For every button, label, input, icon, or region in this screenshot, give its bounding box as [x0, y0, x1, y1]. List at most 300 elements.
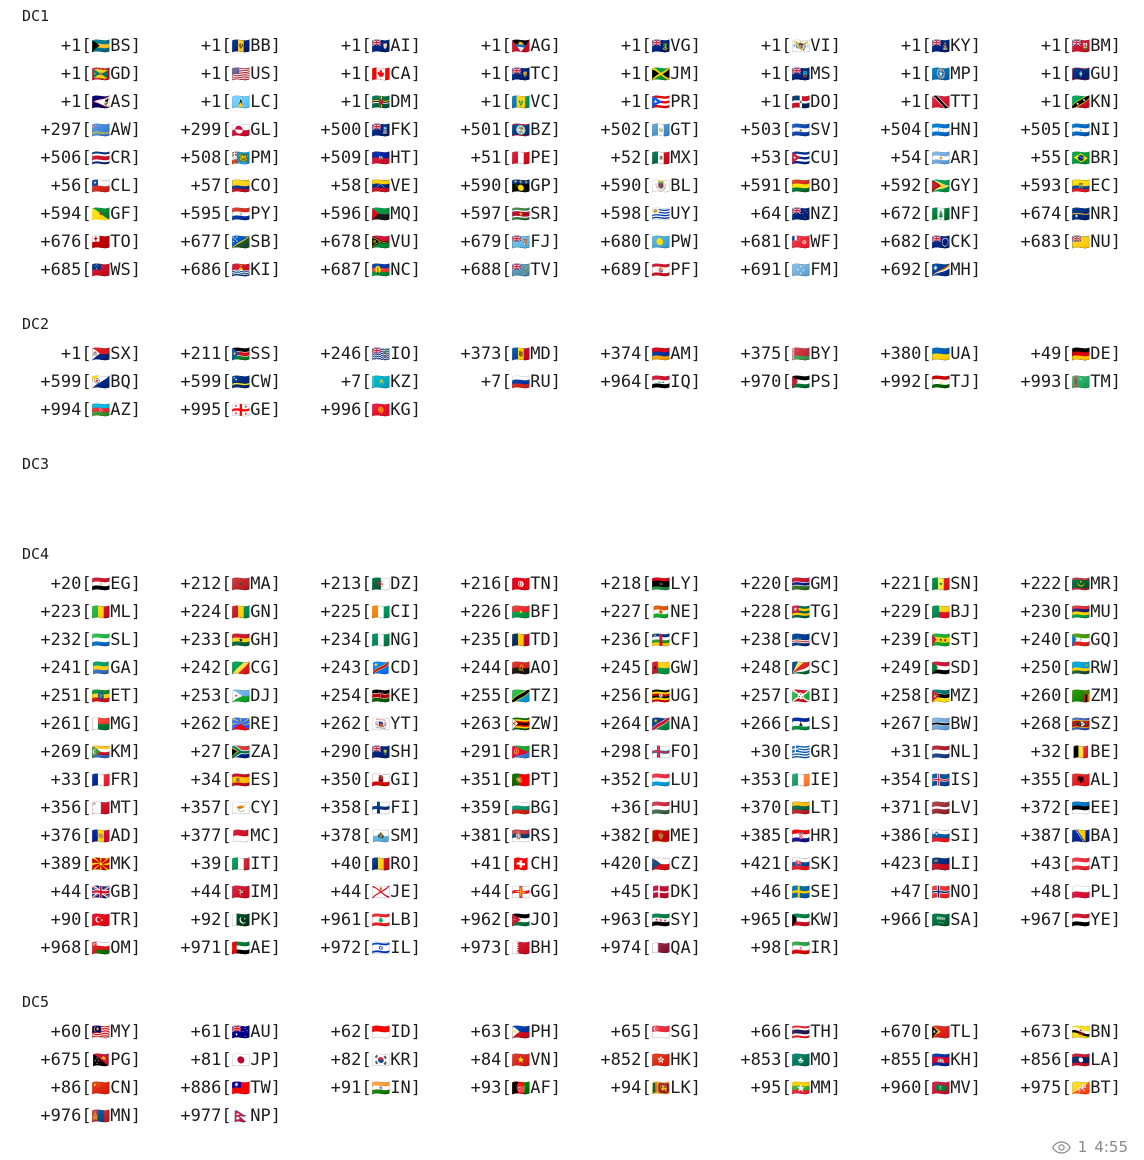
country-iso-code: DK — [670, 882, 691, 902]
country-entry[interactable]: +350[🇬🇮GI] — [320, 770, 421, 790]
country-entry[interactable]: +256[🇺🇬UG] — [600, 686, 701, 706]
country-entry[interactable]: +681[🇼🇫WF] — [740, 232, 841, 252]
country-entry[interactable]: +239[🇸🇹ST] — [880, 630, 981, 650]
dial-code: +385 — [740, 826, 782, 846]
country-entry[interactable]: +299[🇬🇱GL] — [180, 120, 281, 140]
country-entry[interactable]: +61[🇦🇺AU] — [190, 1022, 281, 1042]
dial-code: +960 — [880, 1078, 922, 1098]
country-entry[interactable]: +229[🇧🇯BJ] — [880, 602, 981, 622]
country-entry[interactable]: +63[🇵🇭PH] — [470, 1022, 561, 1042]
dial-code: +233 — [180, 630, 222, 650]
country-entry[interactable]: +1[🇧🇲BM] — [1040, 36, 1121, 56]
country-entry[interactable]: +351[🇵🇹PT] — [460, 770, 561, 790]
country-entry[interactable]: +387[🇧🇦BA] — [1020, 826, 1121, 846]
country-entry[interactable]: +1[🇱🇨LC] — [200, 92, 281, 112]
dial-code: +590 — [460, 176, 502, 196]
country-entry[interactable]: +370[🇱🇹LT] — [740, 798, 841, 818]
country-iso-code: PF — [670, 260, 691, 280]
country-entry[interactable]: +62[🇮🇩ID] — [330, 1022, 421, 1042]
country-entry[interactable]: +376[🇦🇩AD] — [40, 826, 141, 846]
country-entry[interactable]: +679[🇫🇯FJ] — [460, 232, 561, 252]
country-iso-code: EC — [1090, 176, 1111, 196]
country-entry[interactable]: +961[🇱🇧LB] — [320, 910, 421, 930]
country-entry[interactable]: +1[🇧🇧BB] — [200, 36, 281, 56]
country-entry[interactable]: +48[🇵🇱PL] — [1030, 882, 1121, 902]
country-entry[interactable]: +1[🇹🇹TT] — [900, 92, 981, 112]
country-entry[interactable]: +244[🇦🇴AO] — [460, 658, 561, 678]
country-entry[interactable]: +255[🇹🇿TZ] — [460, 686, 561, 706]
country-entry[interactable]: +84[🇻🇳VN] — [470, 1050, 561, 1070]
country-iso-code: AZ — [110, 400, 131, 420]
country-iso-code: KE — [390, 686, 411, 706]
country-entry[interactable]: +688[🇹🇻TV] — [460, 260, 561, 280]
country-entry[interactable]: +686[🇰🇮KI] — [180, 260, 281, 280]
dial-code: +226 — [460, 602, 502, 622]
country-entry[interactable]: +420[🇨🇿CZ] — [600, 854, 701, 874]
country-entry[interactable]: +213[🇩🇿DZ] — [320, 574, 421, 594]
dial-code: +1 — [760, 36, 782, 56]
country-entry[interactable]: +973[🇧🇭BH] — [460, 938, 561, 958]
country-entry[interactable]: +685[🇼🇸WS] — [40, 260, 141, 280]
country-entry[interactable]: +852[🇭🇰HK] — [600, 1050, 701, 1070]
country-entry[interactable]: +1[🇦🇸AS] — [60, 92, 141, 112]
country-entry[interactable]: +212[🇲🇦MA] — [180, 574, 281, 594]
country-iso-code: SN — [950, 574, 971, 594]
country-entry[interactable]: +32[🇧🇪BE] — [1030, 742, 1121, 762]
country-entry[interactable]: +82[🇰🇷KR] — [330, 1050, 421, 1070]
country-entry[interactable]: +593[🇪🇨EC] — [1020, 176, 1121, 196]
country-entry[interactable]: +222[🇲🇷MR] — [1020, 574, 1121, 594]
dial-code: +504 — [880, 120, 922, 140]
country-entry[interactable]: +27[🇿🇦ZA] — [190, 742, 281, 762]
country-entry[interactable]: +964[🇮🇶IQ] — [600, 372, 701, 392]
country-entry[interactable]: +216[🇹🇳TN] — [460, 574, 561, 594]
country-entry[interactable]: +502[🇬🇹GT] — [600, 120, 701, 140]
country-entry[interactable]: +1[🇦🇮AI] — [340, 36, 421, 56]
country-entry[interactable]: +258[🇲🇿MZ] — [880, 686, 981, 706]
country-entry[interactable]: +218[🇱🇾LY] — [600, 574, 701, 594]
country-entry[interactable]: +245[🇬🇼GW] — [600, 658, 701, 678]
country-flag-icon: 🇮🇸 — [931, 771, 951, 789]
country-entry[interactable]: +298[🇫🇴FO] — [600, 742, 701, 762]
country-entry[interactable]: +1[🇯🇲JM] — [620, 64, 701, 84]
dial-code: +266 — [740, 714, 782, 734]
country-entry[interactable]: +1[🇨🇦CA] — [340, 64, 421, 84]
country-flag-icon: 🇲🇾 — [91, 1023, 111, 1041]
country-entry[interactable]: +223[🇲🇱ML] — [40, 602, 141, 622]
country-entry[interactable]: +389[🇲🇰MK] — [40, 854, 141, 874]
country-entry[interactable]: +1[🇻🇨VC] — [480, 92, 561, 112]
dial-code: +376 — [40, 826, 82, 846]
country-entry[interactable]: +590[🇬🇵GP] — [460, 176, 561, 196]
country-entry[interactable]: +372[🇪🇪EE] — [1020, 798, 1121, 818]
country-entry[interactable]: +595[🇵🇾PY] — [180, 204, 281, 224]
country-entry[interactable]: +689[🇵🇫PF] — [600, 260, 701, 280]
country-entry[interactable]: +65[🇸🇬SG] — [610, 1022, 701, 1042]
country-entry[interactable]: +45[🇩🇰DK] — [610, 882, 701, 902]
country-entry[interactable]: +261[🇲🇬MG] — [40, 714, 141, 734]
dial-code: +592 — [880, 176, 922, 196]
country-entry[interactable]: +253[🇩🇯DJ] — [180, 686, 281, 706]
country-entry[interactable]: +66[🇹🇭TH] — [750, 1022, 841, 1042]
dial-code: +264 — [600, 714, 642, 734]
country-entry[interactable]: +977[🇳🇵NP] — [180, 1106, 281, 1126]
country-entry[interactable]: +677[🇸🇧SB] — [180, 232, 281, 252]
country-entry[interactable]: +962[🇯🇴JO] — [460, 910, 561, 930]
country-entry[interactable]: +228[🇹🇬TG] — [740, 602, 841, 622]
country-entry[interactable]: +47[🇳🇴NO] — [890, 882, 981, 902]
country-entry[interactable]: +508[🇵🇲PM] — [180, 148, 281, 168]
country-flag-icon: 🇨🇩 — [371, 659, 391, 677]
country-entry[interactable]: +1[🇺🇸US] — [200, 64, 281, 84]
country-entry[interactable]: +592[🇬🇾GY] — [880, 176, 981, 196]
dial-code: +673 — [1020, 1022, 1062, 1042]
country-flag-icon: 🇹🇯 — [931, 373, 951, 391]
country-entry[interactable]: +975[🇧🇹BT] — [1020, 1078, 1121, 1098]
country-iso-code: CW — [250, 372, 271, 392]
dial-code: +354 — [880, 770, 922, 790]
dial-code: +971 — [180, 938, 222, 958]
country-entry[interactable]: +500[🇫🇰FK] — [320, 120, 421, 140]
country-entry[interactable]: +359[🇧🇬BG] — [460, 798, 561, 818]
dial-code: +973 — [460, 938, 502, 958]
country-entry[interactable]: +58[🇻🇪VE] — [330, 176, 421, 196]
dial-code: +357 — [180, 798, 222, 818]
country-entry[interactable]: +590[🇧🇱BL] — [600, 176, 701, 196]
country-flag-icon: 🇹🇼 — [231, 1079, 251, 1097]
country-entry[interactable]: +90[🇹🇷TR] — [50, 910, 141, 930]
country-entry[interactable]: +262[🇷🇪RE] — [180, 714, 281, 734]
country-entry[interactable]: +291[🇪🇷ER] — [460, 742, 561, 762]
country-flag-icon: 🇨🇷 — [91, 149, 111, 167]
country-entry[interactable]: +675[🇵🇬PG] — [40, 1050, 141, 1070]
country-entry[interactable]: +358[🇫🇮FI] — [320, 798, 421, 818]
country-entry[interactable]: +86[🇨🇳CN] — [50, 1078, 141, 1098]
country-entry[interactable]: +670[🇹🇱TL] — [880, 1022, 981, 1042]
country-entry[interactable]: +598[🇺🇾UY] — [600, 204, 701, 224]
country-entry[interactable]: +501[🇧🇿BZ] — [460, 120, 561, 140]
country-entry[interactable]: +672[🇳🇫NF] — [880, 204, 981, 224]
country-entry[interactable]: +241[🇬🇦GA] — [40, 658, 141, 678]
country-entry[interactable]: +1[🇹🇨TC] — [480, 64, 561, 84]
country-entry[interactable]: +238[🇨🇻CV] — [740, 630, 841, 650]
country-entry[interactable]: +970[🇵🇸PS] — [740, 372, 841, 392]
country-entry[interactable]: +44[🇮🇲IM] — [190, 882, 281, 902]
country-entry[interactable]: +963[🇸🇾SY] — [600, 910, 701, 930]
country-iso-code: MQ — [390, 204, 411, 224]
country-entry[interactable]: +687[🇳🇨NC] — [320, 260, 421, 280]
country-entry[interactable]: +374[🇦🇲AM] — [600, 344, 701, 364]
country-entry[interactable]: +377[🇲🇨MC] — [180, 826, 281, 846]
country-entry[interactable]: +972[🇮🇱IL] — [320, 938, 421, 958]
country-entry[interactable]: +243[🇨🇩CD] — [320, 658, 421, 678]
country-entry[interactable]: +967[🇾🇪YE] — [1020, 910, 1121, 930]
country-entry[interactable]: +41[🇨🇭CH] — [470, 854, 561, 874]
country-flag-icon: 🇨🇦 — [371, 65, 391, 83]
country-entry[interactable]: +373[🇲🇩MD] — [460, 344, 561, 364]
country-entry[interactable]: +886[🇹🇼TW] — [180, 1078, 281, 1098]
country-entry[interactable]: +31[🇳🇱NL] — [890, 742, 981, 762]
country-entry[interactable]: +235[🇹🇩TD] — [460, 630, 561, 650]
country-flag-icon: 🇬🇫 — [91, 205, 111, 223]
country-flag-icon: 🇩🇪 — [1071, 345, 1091, 363]
country-entry[interactable]: +357[🇨🇾CY] — [180, 798, 281, 818]
dial-code: +597 — [460, 204, 502, 224]
country-flag-icon: 🇲🇱 — [91, 603, 111, 621]
country-iso-code: UY — [670, 204, 691, 224]
country-entry[interactable]: +352[🇱🇺LU] — [600, 770, 701, 790]
country-entry[interactable]: +230[🇲🇺MU] — [1020, 602, 1121, 622]
country-entry[interactable]: +591[🇧🇴BO] — [740, 176, 841, 196]
country-entry[interactable]: +503[🇸🇻SV] — [740, 120, 841, 140]
country-flag-icon: 🇱🇰 — [651, 1079, 671, 1097]
country-entry[interactable]: +57[🇨🇴CO] — [190, 176, 281, 196]
country-entry[interactable]: +46[🇸🇪SE] — [750, 882, 841, 902]
dial-code: +963 — [600, 910, 642, 930]
dc-group-grid — [20, 340, 1130, 424]
country-entry[interactable]: +355[🇦🇱AL] — [1020, 770, 1121, 790]
country-entry[interactable]: +1[🇻🇬VG] — [620, 36, 701, 56]
country-entry[interactable]: +1[🇬🇩GD] — [60, 64, 141, 84]
country-entry[interactable]: +260[🇿🇲ZM] — [1020, 686, 1121, 706]
country-flag-icon: 🇧🇱 — [651, 177, 671, 195]
country-entry[interactable]: +599[🇧🇶BQ] — [40, 372, 141, 392]
country-entry[interactable]: +371[🇱🇻LV] — [880, 798, 981, 818]
country-entry[interactable]: +375[🇧🇾BY] — [740, 344, 841, 364]
country-entry[interactable]: +676[🇹🇴TO] — [40, 232, 141, 252]
country-iso-code: TJ — [950, 372, 971, 392]
country-entry[interactable]: +233[🇬🇭GH] — [180, 630, 281, 650]
country-entry[interactable]: +504[🇭🇳HN] — [880, 120, 981, 140]
country-entry[interactable]: +262[🇾🇹YT] — [320, 714, 421, 734]
country-entry[interactable]: +55[🇧🇷BR] — [1030, 148, 1121, 168]
dial-code: +64 — [750, 204, 782, 224]
country-entry[interactable]: +257[🇧🇮BI] — [740, 686, 841, 706]
country-entry[interactable]: +268[🇸🇿SZ] — [1020, 714, 1121, 734]
country-entry[interactable]: +56[🇨🇱CL] — [50, 176, 141, 196]
country-entry[interactable]: +1[🇩🇲DM] — [340, 92, 421, 112]
country-iso-code: SE — [810, 882, 831, 902]
country-entry[interactable]: +36[🇭🇺HU] — [610, 798, 701, 818]
country-entry[interactable]: +509[🇭🇹HT] — [320, 148, 421, 168]
country-entry[interactable]: +356[🇲🇹MT] — [40, 798, 141, 818]
country-entry[interactable]: +966[🇸🇦SA] — [880, 910, 981, 930]
country-entry[interactable]: +51[🇵🇪PE] — [470, 148, 561, 168]
country-entry[interactable]: +224[🇬🇳GN] — [180, 602, 281, 622]
country-entry[interactable]: +254[🇰🇪KE] — [320, 686, 421, 706]
country-entry[interactable]: +236[🇨🇫CF] — [600, 630, 701, 650]
country-flag-icon: 🇲🇸 — [791, 65, 811, 83]
dc-group — [20, 314, 1130, 454]
country-iso-code: IT — [250, 854, 271, 874]
country-flag-icon: 🇭🇳 — [931, 121, 951, 139]
country-entry[interactable]: +965[🇰🇼KW] — [740, 910, 841, 930]
country-entry[interactable]: +44[🇬🇧GB] — [50, 882, 141, 902]
country-entry[interactable]: +64[🇳🇿NZ] — [750, 204, 841, 224]
country-iso-code: QA — [670, 938, 691, 958]
country-entry[interactable]: +246[🇮🇴IO] — [320, 344, 421, 364]
country-entry[interactable]: +960[🇲🇻MV] — [880, 1078, 981, 1098]
country-entry[interactable]: +248[🇸🇨SC] — [740, 658, 841, 678]
country-entry[interactable]: +81[🇯🇵JP] — [190, 1050, 281, 1070]
country-entry[interactable]: +1[🇻🇮VI] — [760, 36, 841, 56]
country-flag-icon: 🇳🇮 — [1071, 121, 1091, 139]
country-entry[interactable]: +269[🇰🇲KM] — [40, 742, 141, 762]
country-entry[interactable]: +93[🇦🇫AF] — [470, 1078, 561, 1098]
dial-code: +84 — [470, 1050, 502, 1070]
country-entry[interactable]: +378[🇸🇲SM] — [320, 826, 421, 846]
country-entry[interactable]: +853[🇲🇴MO] — [740, 1050, 841, 1070]
country-entry[interactable]: +691[🇫🇲FM] — [740, 260, 841, 280]
footer-status — [1052, 1138, 1128, 1156]
country-entry[interactable]: +267[🇧🇼BW] — [880, 714, 981, 734]
country-entry[interactable]: +94[🇱🇰LK] — [610, 1078, 701, 1098]
country-entry[interactable]: +34[🇪🇸ES] — [190, 770, 281, 790]
country-iso-code: DM — [390, 92, 411, 112]
country-entry[interactable]: +30[🇬🇷GR] — [750, 742, 841, 762]
country-entry[interactable]: +264[🇳🇦NA] — [600, 714, 701, 734]
country-iso-code: DE — [1090, 344, 1111, 364]
country-entry[interactable]: +354[🇮🇸IS] — [880, 770, 981, 790]
country-entry[interactable]: +211[🇸🇸SS] — [180, 344, 281, 364]
country-entry[interactable]: +227[🇳🇪NE] — [600, 602, 701, 622]
country-entry[interactable]: +1[🇬🇺GU] — [1040, 64, 1121, 84]
country-entry[interactable]: +221[🇸🇳SN] — [880, 574, 981, 594]
dial-code: +232 — [40, 630, 82, 650]
country-entry[interactable]: +974[🇶🇦QA] — [600, 938, 701, 958]
country-entry[interactable]: +1[🇲🇸MS] — [760, 64, 841, 84]
country-flag-icon: 🇲🇹 — [91, 799, 111, 817]
country-entry[interactable]: +225[🇨🇮CI] — [320, 602, 421, 622]
dial-code: +44 — [50, 882, 82, 902]
country-entry[interactable]: +506[🇨🇷CR] — [40, 148, 141, 168]
country-iso-code: NF — [950, 204, 971, 224]
country-entry[interactable]: +92[🇵🇰PK] — [190, 910, 281, 930]
country-entry[interactable]: +673[🇧🇳BN] — [1020, 1022, 1121, 1042]
country-flag-icon: 🇬🇮 — [371, 771, 391, 789]
country-entry[interactable]: +382[🇲🇪ME] — [600, 826, 701, 846]
country-entry[interactable]: +95[🇲🇲MM] — [750, 1078, 841, 1098]
country-entry[interactable]: +249[🇸🇩SD] — [880, 658, 981, 678]
country-entry[interactable]: +251[🇪🇹ET] — [40, 686, 141, 706]
country-entry[interactable]: +674[🇳🇷NR] — [1020, 204, 1121, 224]
country-entry[interactable]: +597[🇸🇷SR] — [460, 204, 561, 224]
country-entry[interactable]: +968[🇴🇲OM] — [40, 938, 141, 958]
country-flag-icon: 🇦🇪 — [231, 939, 251, 957]
country-entry[interactable]: +44[🇬🇬GG] — [470, 882, 561, 902]
country-iso-code: KW — [810, 910, 831, 930]
country-entry[interactable]: +996[🇰🇬KG] — [320, 400, 421, 420]
country-entry[interactable]: +33[🇫🇷FR] — [50, 770, 141, 790]
country-entry[interactable]: +52[🇲🇽MX] — [610, 148, 701, 168]
country-entry[interactable]: +385[🇭🇷HR] — [740, 826, 841, 846]
country-flag-icon: 🇸🇱 — [91, 631, 111, 649]
country-entry[interactable]: +240[🇬🇶GQ] — [1020, 630, 1121, 650]
country-entry[interactable]: +1[🇸🇽SX] — [60, 344, 141, 364]
country-entry[interactable]: +1[🇦🇬AG] — [480, 36, 561, 56]
country-entry[interactable]: +1[🇧🇸BS] — [60, 36, 141, 56]
country-entry[interactable]: +49[🇩🇪DE] — [1030, 344, 1121, 364]
country-entry[interactable]: +1[🇰🇳KN] — [1040, 92, 1121, 112]
country-entry[interactable]: +44[🇯🇪JE] — [330, 882, 421, 902]
country-entry[interactable]: +232[🇸🇱SL] — [40, 630, 141, 650]
country-entry[interactable]: +380[🇺🇦UA] — [880, 344, 981, 364]
country-entry[interactable]: +1[🇵🇷PR] — [620, 92, 701, 112]
country-entry[interactable]: +423[🇱🇮LI] — [880, 854, 981, 874]
dial-code: +992 — [880, 372, 922, 392]
country-entry[interactable]: +1[🇩🇴DO] — [760, 92, 841, 112]
country-entry[interactable]: +599[🇨🇼CW] — [180, 372, 281, 392]
country-entry[interactable]: +992[🇹🇯TJ] — [880, 372, 981, 392]
country-entry[interactable]: +226[🇧🇫BF] — [460, 602, 561, 622]
country-entry[interactable]: +297[🇦🇼AW] — [40, 120, 141, 140]
dial-code: +373 — [460, 344, 502, 364]
country-entry[interactable]: +386[🇸🇮SI] — [880, 826, 981, 846]
country-entry[interactable]: +855[🇰🇭KH] — [880, 1050, 981, 1070]
country-entry[interactable]: +993[🇹🇲TM] — [1020, 372, 1121, 392]
country-entry[interactable]: +39[🇮🇹IT] — [190, 854, 281, 874]
country-entry[interactable]: +995[🇬🇪GE] — [180, 400, 281, 420]
country-entry[interactable]: +43[🇦🇹AT] — [1030, 854, 1121, 874]
country-entry[interactable]: +242[🇨🇬CG] — [180, 658, 281, 678]
country-entry[interactable]: +7[🇷🇺RU] — [480, 372, 561, 392]
country-entry[interactable]: +91[🇮🇳IN] — [330, 1078, 421, 1098]
country-iso-code: VI — [810, 36, 831, 56]
country-entry[interactable]: +682[🇨🇰CK] — [880, 232, 981, 252]
country-flag-icon: 🇨🇾 — [231, 799, 251, 817]
country-entry[interactable]: +1[🇰🇾KY] — [900, 36, 981, 56]
country-entry[interactable]: +683[🇳🇺NU] — [1020, 232, 1121, 252]
country-entry[interactable]: +678[🇻🇺VU] — [320, 232, 421, 252]
country-entry[interactable]: +40[🇷🇴RO] — [330, 854, 421, 874]
country-entry[interactable]: +263[🇿🇼ZW] — [460, 714, 561, 734]
country-entry[interactable]: +692[🇲🇭MH] — [880, 260, 981, 280]
country-entry[interactable]: +60[🇲🇾MY] — [50, 1022, 141, 1042]
dial-code: +53 — [750, 148, 782, 168]
country-entry[interactable]: +1[🇲🇵MP] — [900, 64, 981, 84]
country-entry[interactable]: +680[🇵🇼PW] — [600, 232, 701, 252]
country-entry[interactable]: +266[🇱🇸LS] — [740, 714, 841, 734]
country-entry[interactable]: +53[🇨🇺CU] — [750, 148, 841, 168]
country-flag-icon: 🇦🇲 — [651, 345, 671, 363]
country-entry[interactable]: +98[🇮🇷IR] — [750, 938, 841, 958]
country-entry[interactable]: +290[🇸🇭SH] — [320, 742, 421, 762]
country-entry[interactable]: +20[🇪🇬EG] — [50, 574, 141, 594]
country-iso-code: FM — [810, 260, 831, 280]
country-flag-icon: 🇩🇲 — [371, 93, 391, 111]
country-entry[interactable]: +250[🇷🇼RW] — [1020, 658, 1121, 678]
country-iso-code: GQ — [1090, 630, 1111, 650]
country-entry[interactable]: +381[🇷🇸RS] — [460, 826, 561, 846]
country-flag-icon: 🇬🇾 — [931, 177, 951, 195]
country-entry[interactable]: +234[🇳🇬NG] — [320, 630, 421, 650]
country-entry[interactable]: +856[🇱🇦LA] — [1020, 1050, 1121, 1070]
country-entry[interactable]: +505[🇳🇮NI] — [1020, 120, 1121, 140]
country-entry[interactable]: +54[🇦🇷AR] — [890, 148, 981, 168]
country-entry[interactable]: +421[🇸🇰SK] — [740, 854, 841, 874]
country-entry[interactable]: +594[🇬🇫GF] — [40, 204, 141, 224]
country-entry[interactable]: +7[🇰🇿KZ] — [340, 372, 421, 392]
country-entry[interactable]: +596[🇲🇶MQ] — [320, 204, 421, 224]
country-entry[interactable]: +994[🇦🇿AZ] — [40, 400, 141, 420]
country-entry[interactable]: +971[🇦🇪AE] — [180, 938, 281, 958]
dial-code: +500 — [320, 120, 362, 140]
country-entry[interactable]: +976[🇲🇳MN] — [40, 1106, 141, 1126]
country-entry[interactable]: +353[🇮🇪IE] — [740, 770, 841, 790]
country-entry[interactable]: +220[🇬🇲GM] — [740, 574, 841, 594]
country-iso-code: SC — [810, 658, 831, 678]
country-flag-icon: 🇳🇪 — [651, 603, 671, 621]
